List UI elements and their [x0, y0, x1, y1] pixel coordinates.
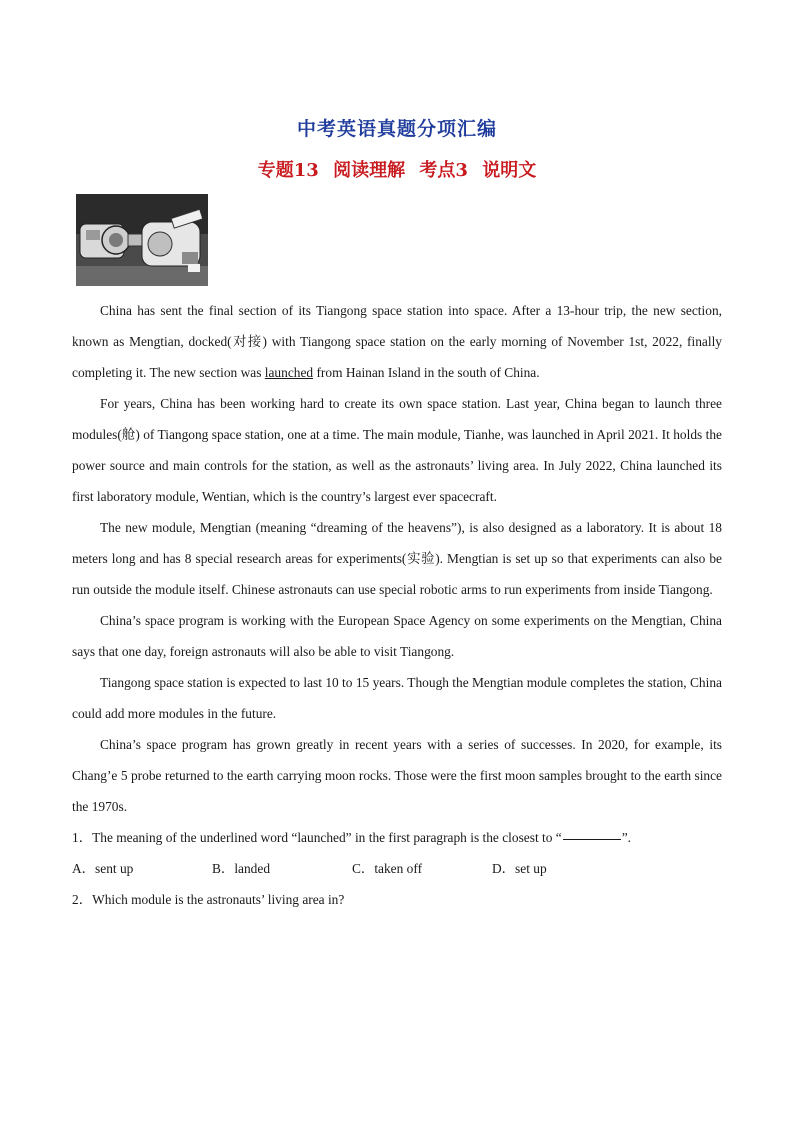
option-c: C．taken off: [352, 861, 423, 876]
paragraph-3: The new module, Mengtian (meaning “dreaming of the heavens”), is also designed as a laboratory. It is about 18 meters long and has 8 special research areas for experiments(实验). Mengtian is set up so that experiments can also be run outside the module itself. Chinese astronauts can use special robotic arms to run experiments from inside Tiangong.: [72, 520, 722, 597]
subtitle-section: 阅读理解: [333, 160, 406, 181]
subtitle-genre: 说明文: [482, 160, 537, 181]
option-a: A．sent up: [72, 861, 134, 876]
paragraph-1-text-end: from Hainan Island in the south of China.: [313, 365, 540, 380]
subtitle-topic: 专题13: [257, 160, 319, 181]
paragraph-4: China’s space program is working with the European Space Agency on some experiments on the Mengtian, China says that one day, foreign astronauts will also be able to visit Tiangong.: [72, 613, 722, 659]
reading-passage: [72, 295, 722, 915]
paragraph-1-text-start: China has sent the final section of its Tiangong space station into space. After a 13-hour trip, the new section, known as Mengtian, docked(对接) with Tiangong space station on the early morning of November 1st, 2022, finally completing it. The new section was: [72, 303, 722, 380]
space-station-photo: [76, 194, 208, 286]
question-1-text: 1．The meaning of the underlined word “launched” in the first paragraph is the closest to “: [72, 830, 562, 845]
page-subtitle: [0, 156, 794, 182]
space-station-illustration: [76, 194, 208, 286]
subtitle-point: 考点3: [419, 160, 468, 181]
question-1: [72, 822, 722, 853]
option-b: B．landed: [212, 861, 271, 876]
answer-blank: [563, 838, 621, 840]
question-2: 2．Which module is the astronauts’ living area in?: [72, 892, 345, 907]
paragraph-2: For years, China has been working hard to create its own space station. Last year, China began to launch three modules(舱) of Tiangong space station, one at a time. The main module, Tianhe, was launched in April 2021. It holds the power source and main controls for the station, as well as the astronauts’ living area. In July 2022, China launched its first laboratory module, Wentian, which is the country’s largest ever spacecraft.: [72, 396, 722, 504]
underlined-word-launched: launched: [264, 365, 314, 380]
question-1-end: ”.: [621, 830, 632, 845]
paragraph-5: Tiangong space station is expected to last 10 to 15 years. Though the Mengtian module completes the station, China could add more modules in the future.: [72, 675, 722, 721]
paragraph-1: [72, 295, 722, 388]
page-title: 中考英语真题分项汇编: [296, 118, 497, 140]
question-1-options: [72, 853, 722, 884]
paragraph-6: China’s space program has grown greatly in recent years with a series of successes. In 2020, for example, its Chang’e 5 probe returned to the earth carrying moon rocks. Those were the first moon samples brought to the earth since the 1970s.: [72, 737, 722, 814]
option-d: D．set up: [492, 861, 547, 876]
